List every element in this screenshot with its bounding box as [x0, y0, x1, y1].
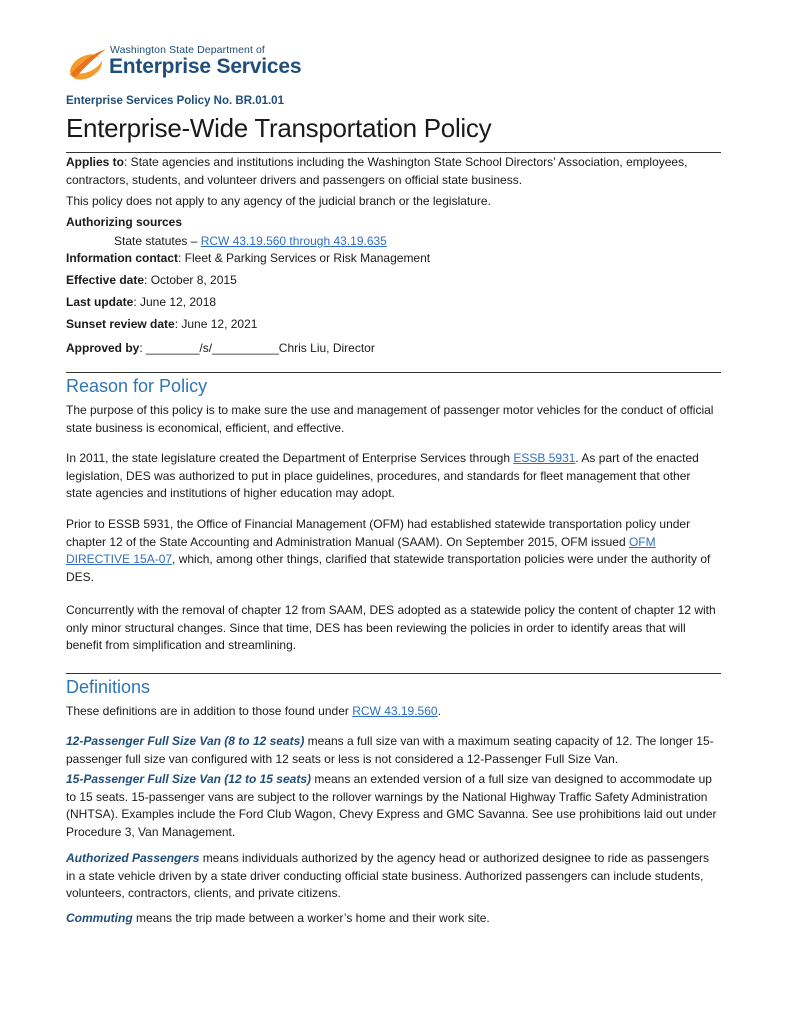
definitions-divider — [66, 673, 721, 674]
definition-text: means individuals authorized by the agency head or authorized designee to ride as passengers in a state vehicle driven by a state driver conducting official state business. Authorized passengers can include students, volunteers, contractors, clients, and private citizens. — [66, 851, 710, 900]
reason-paragraph-3 — [66, 516, 718, 586]
essb-5931-link[interactable]: ESSB 5931 — [513, 451, 576, 465]
definitions-intro-text-b: . — [437, 704, 441, 718]
definition-12-passenger-van — [66, 733, 718, 768]
reason-paragraph-1: The purpose of this policy is to make sure the use and management of passenger motor vehicles for the conduct of official state business is economical, efficient, and effective. — [66, 403, 714, 435]
reason-p2-text-a: In 2011, the state legislature created the Department of Enterprise Services through — [66, 451, 514, 465]
reason-p3-text-b: , which, among other things, clarified that statewide transportation policies were under the authority of DES. — [66, 552, 711, 584]
definition-commuting — [66, 910, 718, 928]
approved-by — [66, 340, 718, 358]
rcw-43-19-560-link[interactable]: RCW 43.19.560 — [352, 704, 438, 718]
effective-date-text: : October 8, 2015 — [144, 273, 237, 287]
definition-authorized-passengers — [66, 850, 718, 903]
reason-p2-text-b: . As part of the enacted legislation, DES was authorized to put in place guidelines, procedures, and standards for fleet management that other state agencies and institutions of higher education may adopt. — [66, 451, 699, 500]
approved-by-text: : ________/s/__________Chris Liu, Director — [139, 341, 375, 355]
ofm-directive-link[interactable]: OFM DIRECTIVE 15A-07 — [66, 534, 656, 566]
reason-p3-text-a: Prior to ESSB 5931, the Office of Financial Management (OFM) had established statewide transportation policy under chapter 12 of the State Accounting and Administration Manual (SAAM). On September 2015, OFM issued — [66, 517, 691, 549]
definition-term: 12-Passenger Full Size Van (8 to 12 seats) — [66, 734, 305, 748]
authorizing-sources-label: Authorizing sources — [66, 215, 183, 229]
last-update — [66, 294, 718, 312]
definition-text: means an extended version of a full size van designed to accommodate up to 15 seats. 15-passenger vans are subject to the rollover warnings by the National Highway Traffic Safety Administration (NHTSA). Examples include the Ford Club Wagon, Chevy Express and GMC Savanna. See use prohibitions laid out under Procedure 3, Van Management. — [66, 772, 717, 839]
definition-term: Authorized Passengers — [66, 851, 200, 865]
definition-text: means a full size van with a maximum seating capacity of 12. The longer 15-passenger full size van configured with 12 seats or less is not considered a 12-Passenger Full Size Van. — [66, 734, 714, 766]
information-contact-text: : Fleet & Parking Services or Risk Management — [178, 251, 431, 265]
title-divider — [66, 152, 721, 153]
applies-to-label: Applies to — [66, 155, 125, 169]
des-swoosh-icon — [66, 43, 110, 83]
definitions-intro-text-a: These definitions are in addition to those found under — [66, 704, 353, 718]
last-update-label: Last update — [66, 295, 134, 309]
logo-brand-text: Enterprise Services — [109, 55, 302, 78]
definitions-intro — [66, 703, 718, 721]
information-contact-label: Information contact — [66, 251, 179, 265]
rcw-statutes-link[interactable]: RCW 43.19.560 through 43.19.635 — [200, 234, 387, 248]
sunset-review-text: : June 12, 2021 — [174, 317, 258, 331]
applies-to — [66, 154, 718, 189]
des-logo — [66, 41, 326, 85]
reason-section-title: Reason for Policy — [66, 376, 208, 396]
definition-term: 15-Passenger Full Size Van (12 to 15 seats) — [66, 772, 311, 786]
document-title: Enterprise-Wide Transportation Policy — [66, 113, 492, 143]
sunset-review-date — [66, 316, 718, 334]
reason-paragraph-2 — [66, 450, 718, 503]
last-update-text: : June 12, 2018 — [133, 295, 217, 309]
definitions-section-title: Definitions — [66, 677, 151, 697]
sunset-review-label: Sunset review date — [66, 317, 175, 331]
definition-text: means the trip made between a worker’s home and their work site. — [132, 911, 490, 925]
reason-paragraph-4: Concurrently with the removal of chapter 12 from SAAM, DES adopted as a statewide policy the content of chapter 12 with only minor structural changes. Since that time, DES has been reviewing the policies in order to identify areas that will benefit from simplification and streamlining. — [66, 603, 716, 652]
definition-15-passenger-van — [66, 771, 718, 841]
reason-divider — [66, 372, 721, 373]
policy-number: Enterprise Services Policy No. BR.01.01 — [66, 95, 284, 107]
applies-to-text: : State agencies and institutions including the Washington State School Directors’ Association, employees, contractors, students, and volunteer drivers and passengers on official state business. — [66, 155, 688, 187]
logo-agency-text: Washington State Department of — [110, 44, 265, 56]
not-apply-note: This policy does not apply to any agency of the judicial branch or the legislature. — [66, 194, 491, 208]
information-contact — [66, 250, 718, 268]
definition-term: Commuting — [66, 911, 133, 925]
approved-by-label: Approved by — [66, 341, 140, 355]
effective-date — [66, 272, 718, 290]
state-statutes — [114, 233, 766, 251]
effective-date-label: Effective date — [66, 273, 145, 287]
state-statutes-prefix: State statutes – — [114, 234, 201, 248]
